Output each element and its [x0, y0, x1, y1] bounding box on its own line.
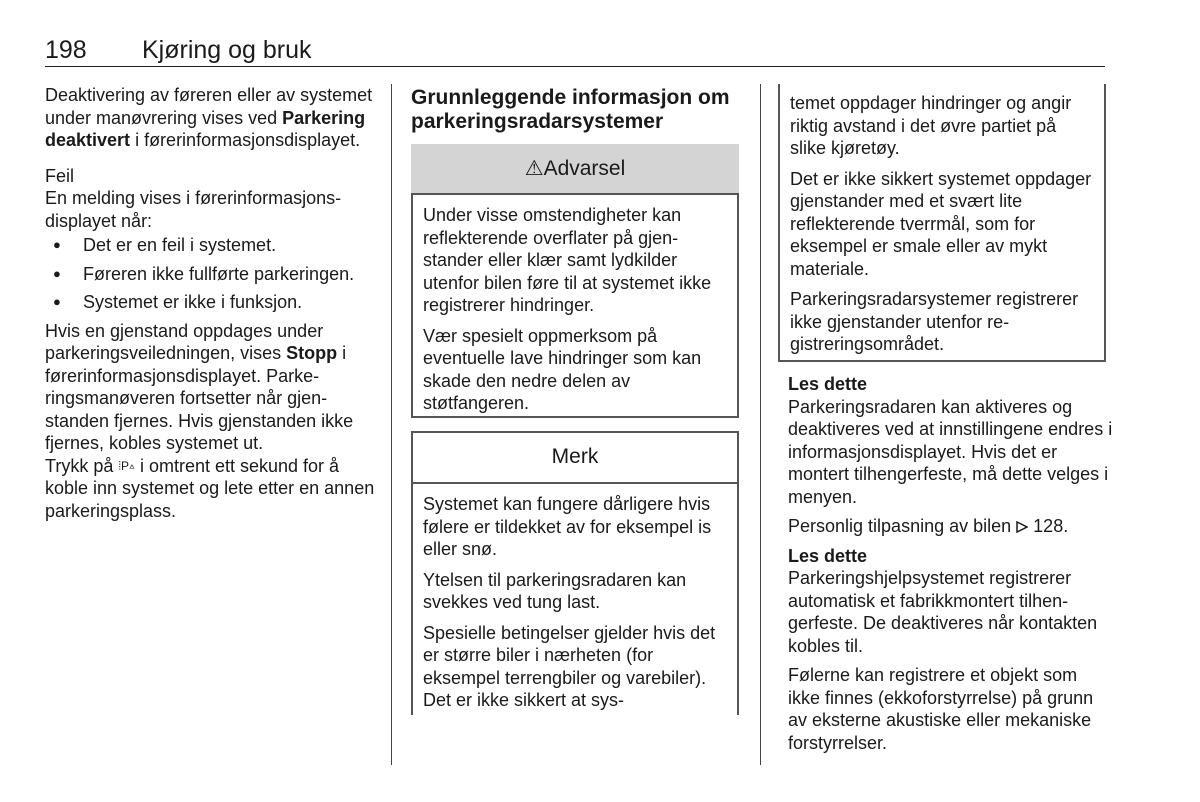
list-item: ● Det er en feil i systemet. — [45, 234, 375, 257]
message-stopp: Stopp — [286, 343, 338, 363]
column-divider — [391, 84, 392, 765]
text: i førerinformasjonsdisplayet. Parkeringsmanøveren fortsetter når gjenstanden fjernes. Hvis gjenstanden ikke fjernes, kobles systemet ut. — [45, 343, 354, 453]
paragraph-echo: Følerne kan registrere et objekt som ikke finnes (ekkoforstyrrelse) på grunn av eksterne akustiske eller mekaniske forstyrrelser. — [788, 665, 1094, 753]
column-divider — [760, 84, 761, 765]
text: i førerinformasjonsdisplayet. — [135, 130, 361, 150]
header-rule — [45, 66, 1105, 67]
paragraph-activation: Parkeringsradaren kan aktiveres og deaktiveres ved at innstillingene endres i informasjonsdisplayet. Hvis det er montert tilhengerfeste, må dette velges i menyen. — [788, 396, 1113, 507]
note-title: Merk — [551, 445, 599, 468]
warning-paragraph: temet oppdager hindringer og angir riktig avstand i det øvre partiet på slike kjøretøy. — [790, 93, 1072, 158]
text: Trykk på — [45, 455, 114, 476]
warning-continued-body — [790, 92, 1095, 364]
feil-heading: Feil — [45, 165, 75, 186]
section-title: Grunnleggende informasjon om parkeringsradarsystemer — [411, 86, 730, 133]
text: Personlig tilpasning av bilen — [788, 516, 1012, 536]
warning-triangle-icon: ⚠ — [524, 157, 544, 180]
paragraph-deactivation — [45, 84, 375, 152]
page-number: 198 — [45, 36, 87, 64]
column-1 — [45, 84, 375, 522]
paragraph-trailer: Parkeringshjelpsystemet registrerer automatisk et fabrikkmontert tilhengerfeste. De deaktiveres når kontakten kobles til. — [788, 568, 1098, 656]
note-paragraph: Ytelsen til parkeringsradaren kan svekkes ved tung last. — [423, 569, 687, 612]
warning-paragraph: Vær spesielt oppmerksom på eventuelle lave hindringer som kan skade den nedre delen av støtfangeren. — [423, 325, 702, 413]
warning-header — [411, 144, 739, 195]
note-paragraph: Spesielle betingelser gjelder hvis det er større biler i nærheten (for eksempel terrengbiler og varebiler). Det er ikke sikkert at sys- — [423, 622, 716, 710]
warning-paragraph: Under visse omstendigheter kan reflekterende overflater på gjenstander eller klær samt lydkilder utenfor bilen føre til at systemet ikke registrerer hindringer. — [423, 205, 712, 315]
note-header — [411, 431, 739, 484]
cross-reference — [788, 515, 1113, 538]
note-heading-les-dette: Les dette — [788, 545, 868, 566]
text: Deaktivering av føreren eller av systemet under manøvrering vises ved — [45, 85, 373, 128]
park-assist-button-icon: ⦙P▵ — [118, 458, 135, 473]
warning-title: Advarsel — [543, 157, 626, 180]
warning-paragraph: Parkeringsradarsystemer registrerer ikke gjenstander utenfor registreringsområdet. — [790, 289, 1079, 354]
list-item: ● Systemet er ikke i funksjon. — [45, 291, 375, 314]
page-reference-arrow-icon — [1016, 521, 1028, 533]
text: i omtrent ett sekund for å koble inn systemet og lete etter en annen parkeringsplass. — [45, 455, 375, 521]
feil-text: En melding vises i førerinformasjonsdisplayet når: — [45, 188, 342, 231]
warning-title-row — [411, 156, 739, 181]
note-heading-les-dette: Les dette — [788, 374, 868, 394]
message-parking-deactivated: Parkering deaktivert — [45, 107, 366, 150]
warning-body — [423, 204, 728, 423]
fault-list — [45, 234, 375, 314]
list-item: ● Føreren ikke fullførte parkeringen. — [45, 263, 375, 286]
column-3-text — [788, 373, 1113, 761]
paragraph-stop — [45, 320, 375, 455]
warning-paragraph: Det er ikke sikkert systemet oppdager gjenstander med et svært lite reflekterende tverrmål, som for eksempel er smale eller av mykt materiale. — [790, 168, 1092, 279]
text: Hvis en gjenstand oppdages under parkeringsveiledningen, vises — [45, 320, 324, 363]
reference-page[interactable]: 128. — [1033, 516, 1069, 536]
note-paragraph: Systemet kan fungere dårligere hvis følere er tildekket av for eksempel is eller snø. — [423, 494, 712, 559]
note-body — [423, 493, 728, 720]
chapter-title: Kjøring og bruk — [142, 36, 312, 64]
paragraph-press-button — [45, 455, 375, 523]
